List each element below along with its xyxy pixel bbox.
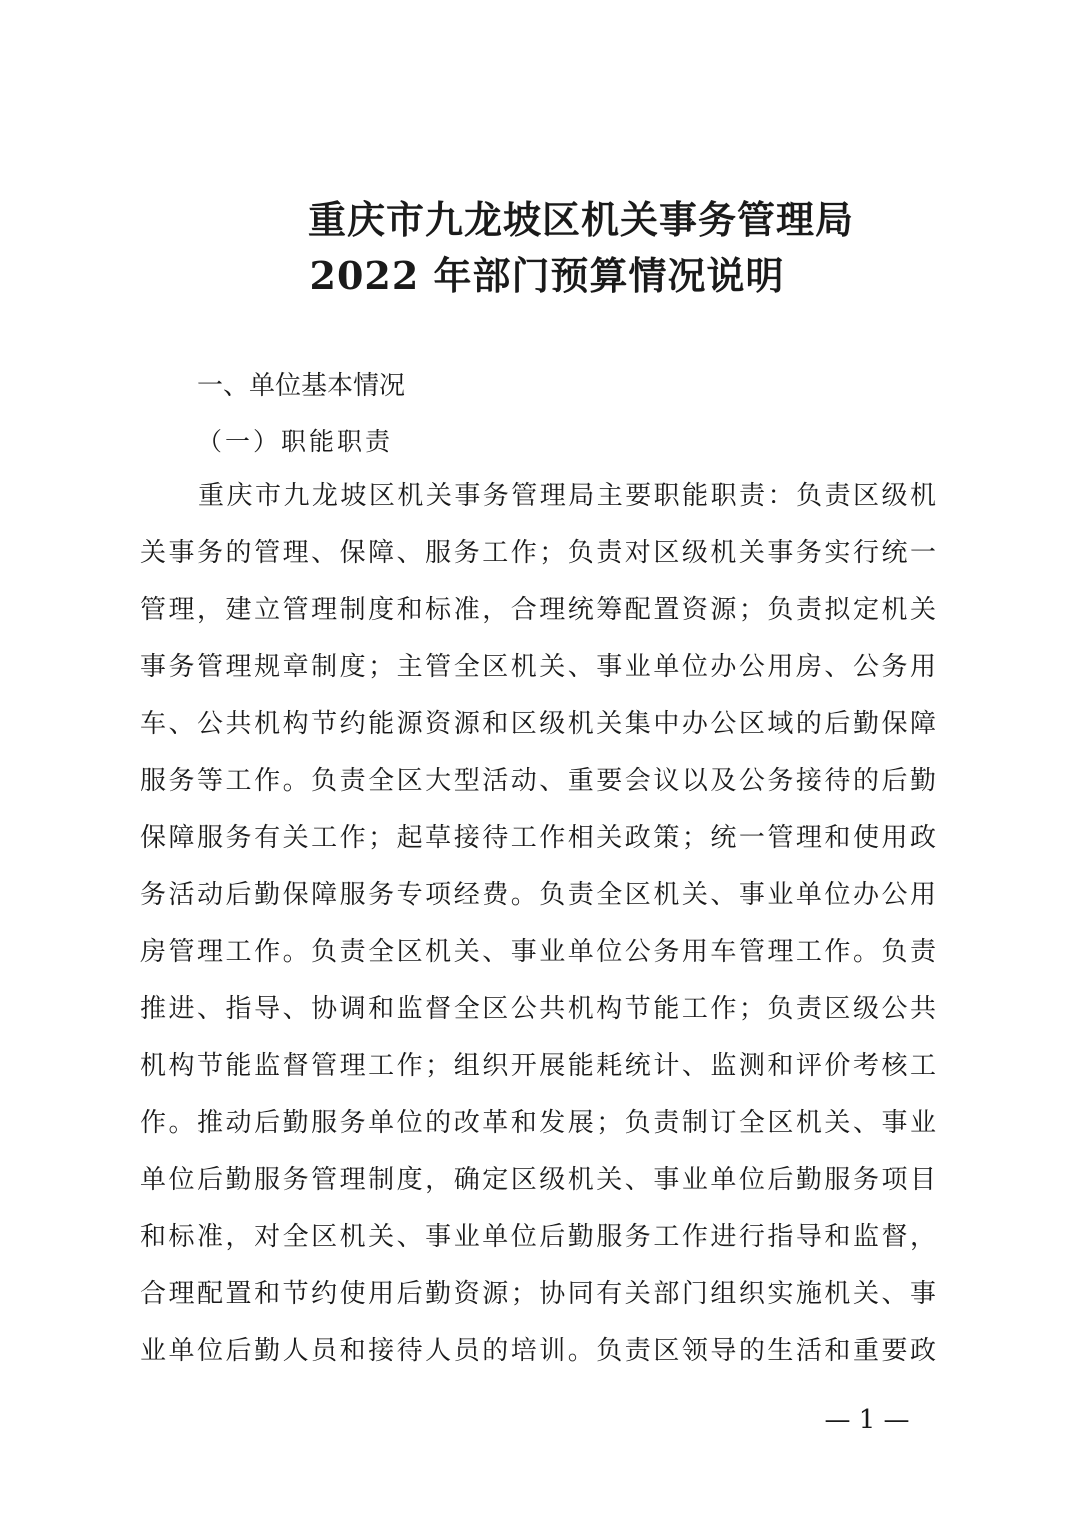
section-heading: 一、单位基本情况 bbox=[197, 371, 406, 401]
body-line: 保障服务有关工作；起草接待工作相关政策；统一管理和使用政 bbox=[140, 823, 936, 853]
document-title-line-1: 重庆市九龙坡区机关事务管理局 bbox=[307, 197, 854, 242]
body-line: 机构节能监督管理工作；组织开展能耗统计、监测和评价考核工 bbox=[140, 1051, 936, 1081]
body-paragraph bbox=[140, 468, 940, 1380]
body-line: 关事务的管理、保障、服务工作；负责对区级机关事务实行统一 bbox=[140, 538, 936, 568]
body-line: 房管理工作。负责全区机关、事业单位公务用车管理工作。负责 bbox=[140, 937, 936, 967]
subsection-heading: （一）职能职责 bbox=[197, 427, 394, 456]
body-line: 管理，建立管理制度和标准，合理统筹配置资源；负责拟定机关 bbox=[140, 595, 936, 625]
body-line: 事务管理规章制度；主管全区机关、事业单位办公用房、公务用 bbox=[140, 652, 936, 682]
body-line: 服务等工作。负责全区大型活动、重要会议以及公务接待的后勤 bbox=[140, 766, 936, 796]
body-line: 重庆市九龙坡区机关事务管理局主要职能职责：负责区级机 bbox=[198, 481, 936, 511]
body-line: 和标准，对全区机关、事业单位后勤服务工作进行指导和监督， bbox=[140, 1222, 936, 1252]
body-line: 业单位后勤人员和接待人员的培训。负责区领导的生活和重要政 bbox=[140, 1336, 936, 1366]
body-line: 务活动后勤保障服务专项经费。负责全区机关、事业单位办公用 bbox=[140, 880, 936, 910]
page-number: — 1 — bbox=[824, 1405, 910, 1435]
body-line: 车、公共机构节约能源资源和区级机关集中办公区域的后勤保障 bbox=[140, 709, 936, 739]
body-line: 作。推动后勤服务单位的改革和发展；负责制订全区机关、事业 bbox=[140, 1108, 936, 1138]
document-title-line-2: 2022 年部门预算情况说明 bbox=[309, 253, 785, 298]
body-line: 推进、指导、协调和监督全区公共机构节能工作；负责区级公共 bbox=[140, 994, 936, 1024]
body-line: 单位后勤服务管理制度，确定区级机关、事业单位后勤服务项目 bbox=[140, 1165, 936, 1195]
body-line: 合理配置和节约使用后勤资源；协同有关部门组织实施机关、事 bbox=[140, 1279, 936, 1309]
